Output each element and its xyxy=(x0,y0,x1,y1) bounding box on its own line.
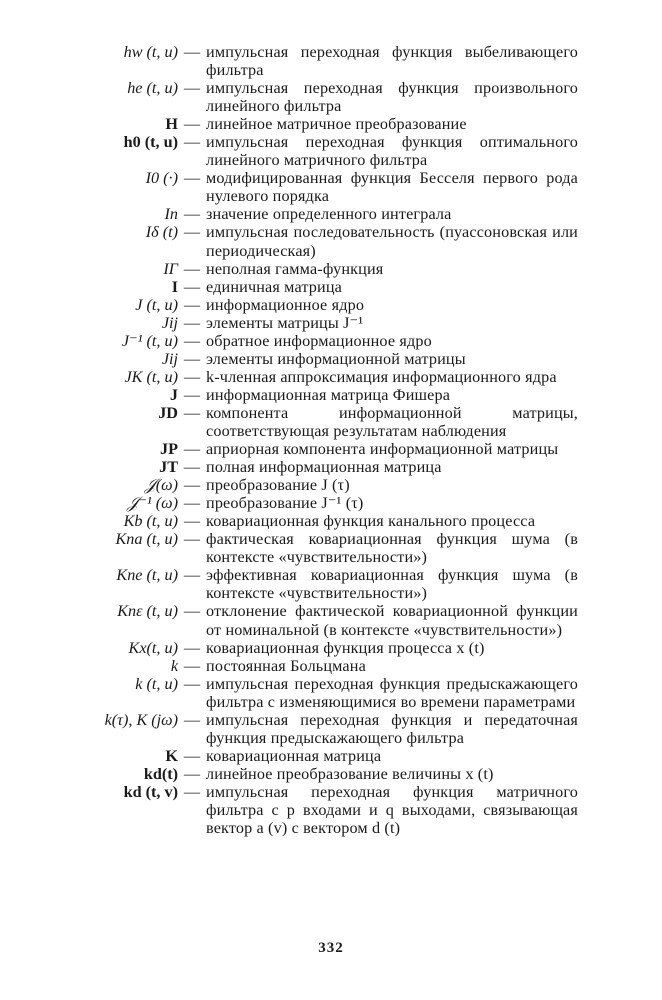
entry-symbol: In xyxy=(164,205,178,224)
entry-dash: — xyxy=(183,331,201,350)
glossary-entry xyxy=(0,314,662,332)
glossary-entry xyxy=(0,296,662,314)
entry-symbol: kd(t) xyxy=(143,764,178,783)
entry-symbol: IΓ xyxy=(163,259,178,278)
entry-definition: k-членная аппроксимация информационного ядра xyxy=(206,367,557,386)
entry-definition: отклонение фактической ковариационной функции от номинальной (в контексте «чувствительности») xyxy=(206,602,578,639)
entry-symbol: JK (t, u) xyxy=(124,367,178,386)
entry-dash: — xyxy=(183,746,201,765)
entry-symbol: Jij xyxy=(161,349,178,368)
entry-definition: импульсная переходная функция и передаточная функция предыскажающего фильтра xyxy=(206,710,578,747)
glossary-entry xyxy=(0,657,662,675)
glossary-entry xyxy=(0,711,662,747)
entry-dash: — xyxy=(183,367,201,386)
glossary-entry xyxy=(0,205,662,223)
entry-dash: — xyxy=(183,782,201,801)
entry-dash: — xyxy=(183,512,201,531)
entry-symbol: Knε (t, u) xyxy=(117,602,178,621)
entry-dash: — xyxy=(183,205,201,224)
page-number: 332 xyxy=(318,940,344,956)
entry-symbol: hw (t, u) xyxy=(123,43,178,61)
entry-definition: линейное преобразование величины x (t) xyxy=(206,764,494,783)
entry-definition: обратное информационное ядро xyxy=(206,331,432,350)
entry-dash: — xyxy=(183,349,201,368)
entry-symbol: K xyxy=(165,746,178,765)
entry-dash: — xyxy=(183,710,201,729)
entry-dash: — xyxy=(183,295,201,314)
glossary-entry xyxy=(0,223,662,259)
glossary-entry xyxy=(0,675,662,711)
entry-dash: — xyxy=(183,458,201,477)
glossary-entry xyxy=(0,332,662,350)
glossary-entry xyxy=(0,115,662,133)
entry-definition: преобразование J⁻¹ (τ) xyxy=(206,494,364,513)
entry-dash: — xyxy=(183,259,201,278)
glossary-entry xyxy=(0,476,662,494)
glossary-entry xyxy=(0,278,662,296)
glossary-entry xyxy=(0,747,662,765)
entry-symbol: J⁻¹ (t, u) xyxy=(121,331,178,350)
entry-definition: элементы матрицы J⁻¹ xyxy=(206,313,364,332)
entry-symbol: JD xyxy=(158,403,178,422)
glossary-entry xyxy=(0,639,662,657)
entry-symbol: Kne (t, u) xyxy=(116,566,178,585)
entry-definition: импульсная переходная функция произвольного линейного фильтра xyxy=(206,79,578,116)
glossary-entry xyxy=(0,260,662,278)
entry-definition: линейное матричное преобразование xyxy=(206,115,467,134)
entry-definition: ковариационная функция канального процесса xyxy=(206,512,536,531)
entry-definition: импульсная переходная функция оптимального линейного матричного фильтра xyxy=(206,133,578,170)
entry-dash: — xyxy=(183,476,201,495)
entry-symbol: JP xyxy=(160,440,178,459)
entry-definition: импульсная переходная функция матричного фильтра с p входами и q выходами, связывающая вектор a (v) с вектором d (t) xyxy=(206,782,578,838)
entry-symbol: 𝒥⁻¹ (ω) xyxy=(127,494,178,513)
glossary-entry xyxy=(0,368,662,386)
entry-dash: — xyxy=(183,566,201,585)
entry-dash: — xyxy=(183,602,201,621)
glossary-entry xyxy=(0,602,662,638)
glossary-entry xyxy=(0,494,662,512)
entry-dash: — xyxy=(183,440,201,459)
entry-definition: полная информационная матрица xyxy=(206,458,442,477)
entry-dash: — xyxy=(183,674,201,693)
entry-symbol: k(τ), K (jω) xyxy=(104,710,178,729)
glossary-entry xyxy=(0,440,662,458)
glossary-entry xyxy=(0,783,662,837)
entry-symbol: Kx(t, u) xyxy=(128,638,178,657)
entry-definition: значение определенного интеграла xyxy=(206,205,452,224)
entry-symbol: he (t, u) xyxy=(127,79,178,98)
entry-dash: — xyxy=(183,43,201,61)
entry-dash: — xyxy=(183,277,201,296)
entry-symbol: J xyxy=(169,385,178,404)
entry-definition: ковариационная функция процесса x (t) xyxy=(206,638,485,657)
entry-definition: компонента информационной матрицы, соответствующая результатам наблюдения xyxy=(206,403,578,440)
entry-dash: — xyxy=(183,385,201,404)
entry-definition: импульсная переходная функция выбеливающего фильтра xyxy=(206,43,578,80)
entry-definition: априорная компонента информационной матрицы xyxy=(206,440,559,459)
entry-symbol: k xyxy=(170,656,178,675)
entry-definition: неполная гамма-функция xyxy=(206,259,384,278)
entry-symbol: kd (t, v) xyxy=(123,782,178,801)
entry-dash: — xyxy=(183,223,201,242)
entry-symbol: Iδ (t) xyxy=(145,223,178,242)
entry-dash: — xyxy=(183,656,201,675)
glossary-entry xyxy=(0,133,662,169)
entry-dash: — xyxy=(183,403,201,422)
symbol-glossary xyxy=(0,43,662,837)
entry-symbol: JT xyxy=(159,458,178,477)
glossary-entry xyxy=(0,79,662,115)
entry-definition: информационное ядро xyxy=(206,295,365,314)
glossary-entry xyxy=(0,530,662,566)
entry-definition: импульсная последовательность (пуассоновская или периодическая) xyxy=(206,223,578,260)
entry-definition: импульсная переходная функция предыскажающего фильтра с изменяющимися во времени параметрами xyxy=(206,674,578,711)
entry-dash: — xyxy=(183,79,201,98)
entry-dash: — xyxy=(183,313,201,332)
entry-definition: информационная матрица Фишера xyxy=(206,385,451,404)
entry-symbol: Kna (t, u) xyxy=(115,530,178,549)
entry-definition: постоянная Больцмана xyxy=(206,656,366,675)
glossary-entry xyxy=(0,512,662,530)
entry-symbol: I xyxy=(171,277,178,296)
entry-definition: элементы информационной матрицы xyxy=(206,349,466,368)
entry-symbol: I0 (·) xyxy=(145,169,178,188)
glossary-entry xyxy=(0,169,662,205)
entry-dash: — xyxy=(183,169,201,188)
entry-definition: ковариационная матрица xyxy=(206,746,382,765)
glossary-entry xyxy=(0,386,662,404)
entry-symbol: k (t, u) xyxy=(135,674,178,693)
entry-symbol: H xyxy=(165,115,178,134)
entry-dash: — xyxy=(183,115,201,134)
entry-dash: — xyxy=(183,494,201,513)
glossary-entry xyxy=(0,404,662,440)
glossary-entry xyxy=(0,43,662,79)
entry-definition: эффективная ковариационная функция шума (в контексте «чувствительности») xyxy=(206,566,578,603)
entry-dash: — xyxy=(183,764,201,783)
glossary-entry xyxy=(0,350,662,368)
glossary-entry xyxy=(0,566,662,602)
entry-definition: единичная матрица xyxy=(206,277,343,296)
glossary-entry xyxy=(0,458,662,476)
entry-dash: — xyxy=(183,133,201,152)
entry-symbol: Kb (t, u) xyxy=(123,512,178,531)
entry-symbol: J (t, u) xyxy=(135,295,178,314)
entry-dash: — xyxy=(183,530,201,549)
glossary-entry xyxy=(0,765,662,783)
entry-symbol: Jij xyxy=(161,313,178,332)
entry-definition: модифицированная функция Бесселя первого рода нулевого порядка xyxy=(206,169,578,206)
entry-symbol: h0 (t, u) xyxy=(123,133,178,152)
entry-definition: преобразование J (τ) xyxy=(206,476,350,495)
entry-definition: фактическая ковариационная функция шума (в контексте «чувствительности») xyxy=(206,530,578,567)
entry-symbol: 𝒥(ω) xyxy=(144,476,178,495)
entry-dash: — xyxy=(183,638,201,657)
